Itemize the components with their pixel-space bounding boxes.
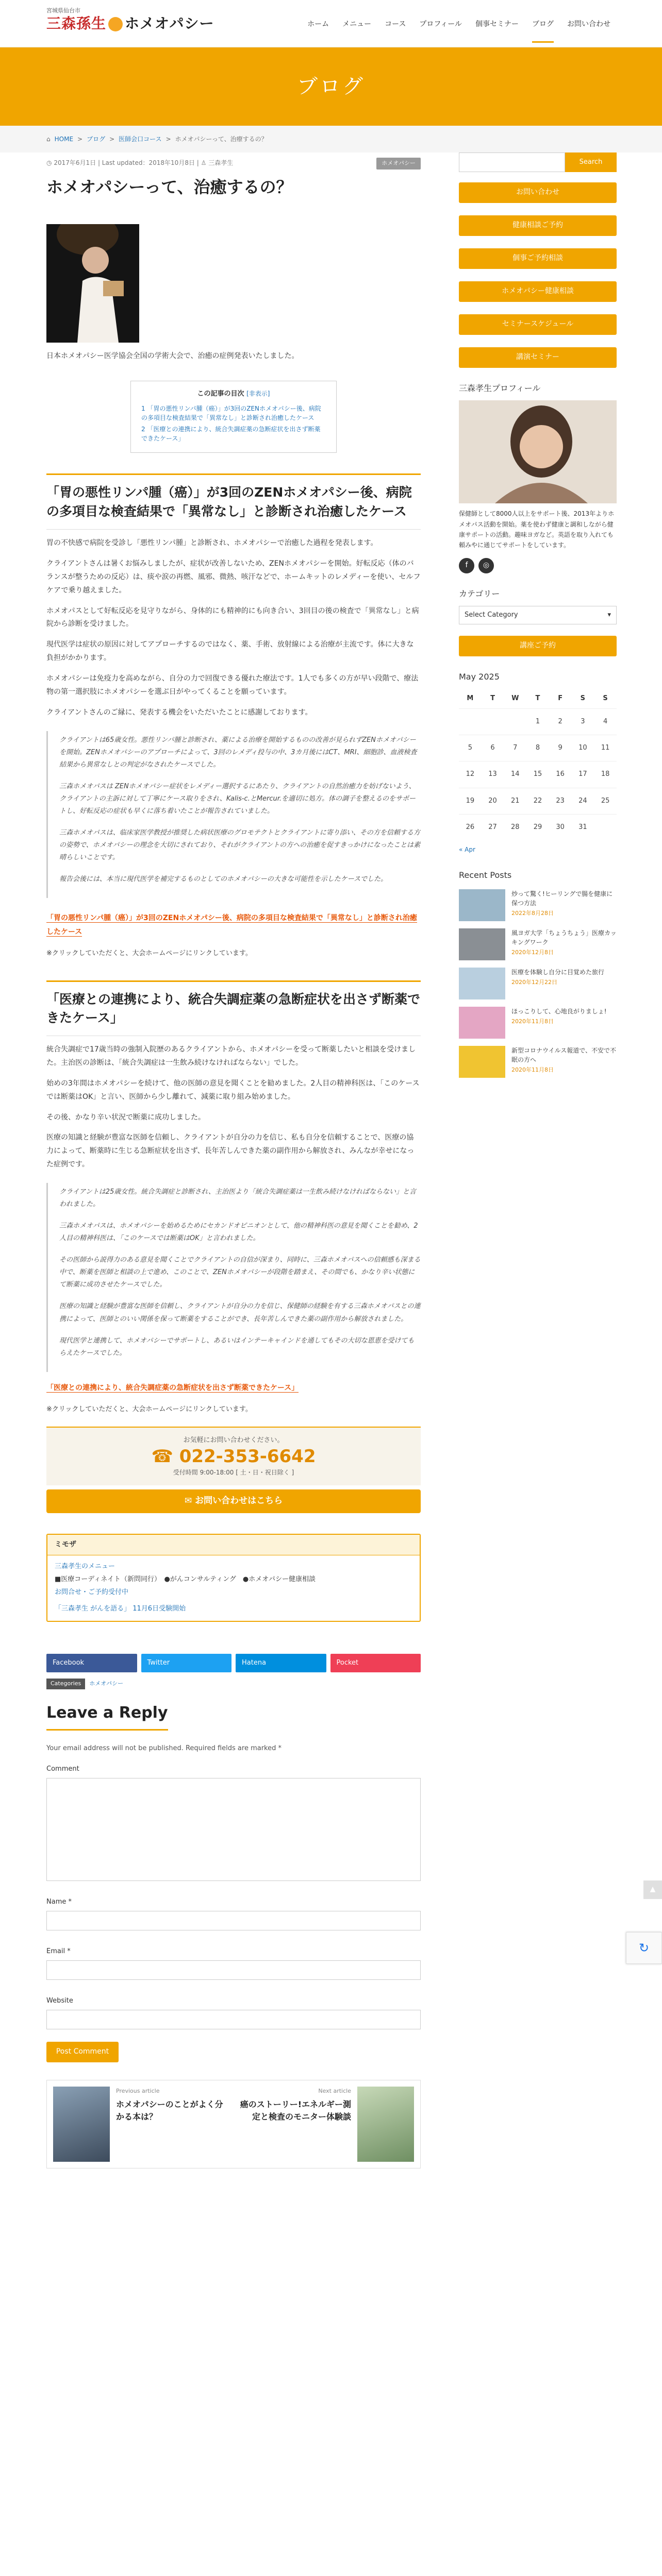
section-heading: 「胃の悪性リンパ腫（癌）」が3回のZENホメオパシー後、病院の多項目な検査結果で「異常なし」と診断され治癒したケース [46,473,421,530]
summary-title: ミモザ [47,1535,420,1556]
recent-post[interactable]: 炒って驚く!ヒーリングで腸を健康に保つ方法 2022年8月28日 [459,889,617,921]
blockquote [46,731,421,898]
sidebar-button[interactable]: ホメオパシー健康相談 [459,281,617,302]
name-label: Name * [46,1898,72,1906]
recent-post[interactable]: 医療を体験し自分に目覚めた旅行 2020年12月22日 [459,968,617,999]
email-label: Email * [46,1947,71,1956]
quote-paragraph: 三森ホメオパスは、ホメオパシーを始めるためにセカンドオピニオンとして、他の精神科医の意見を聞くことを勧め、2人目の精神科医は、「このケースでは断薬はOK」と言われました。 [59,1222,418,1243]
post-meta: ◷ 2017年6月1日 | Last updated：2018年10月8日 | ♙ 三森孝生 ホメオパシー [46,152,421,170]
prev-label: Previous article [116,2088,160,2095]
breadcrumb-current: ホメオパシーって、治療するの？ [175,135,268,143]
quote-paragraph: 三森ホメオパスは ZENホメオパシー症状をレメディー選択するにあたり、クライアントの自然治癒力を妨げないよう、クライアントの主訴に対して丁寧にケース取りをされ、Kalis-c.とMercur.を適切に処方。体の調子を整えるのをサポートし、好転反応の症状も早くに落ち着いたことが報告されていました。 [59,782,416,815]
quote-paragraph: 報告会後には、本当に現代医学を補完するものとしてのホメオパシーの大きな可能性を示したケースでした。 [59,875,388,884]
nav-contact[interactable]: お問い合わせ [567,20,610,28]
paragraph: クライアントさんは暑くお悩みしましたが、症状が改善しないため、ZENホメオパシーを開始。好転反応（体のバランスが整うための反応）は、痰や涙の再燃、風邪、微熱、咳汗などで、ホームキットのレメディーを使い、セルフケアで乗り越えました。 [46,559,421,595]
breadcrumb-category[interactable]: 医師会口コース [119,135,162,143]
next-label: Next article [318,2088,351,2095]
global-nav [307,19,610,43]
toc-item[interactable]: 2 「医療との連携により、統合失調症薬の急断症状を出さず断薬できたケース」 [141,426,321,443]
calendar-title: May 2025 [459,671,500,682]
recent-post[interactable]: 風ヨガ大学「ちょうちょう」医療カッキングワーク 2020年12月8日 [459,928,617,960]
share-pocket-button[interactable]: Pocket [330,1654,421,1672]
search-input[interactable] [459,152,565,172]
recent-thumb [459,1046,505,1078]
sidebar-button[interactable]: セミナースケジュール [459,314,617,335]
summary-line[interactable]: 三森孝生のメニュー [55,1563,115,1571]
post-navigation [46,2080,421,2168]
page-hero [0,47,662,126]
quote-paragraph: クライアントは65歳女性。悪性リンパ腫と診断され、薬による治療を開始するものの改善が見られずZENホメオパシーを開始。ZENホメオパシーのアプローチによって、3回のレメディ投与の中、3カ月後にはCT、MRI、細胞診、血液検査結果から異常なしとの判定がなされたケースでした。 [59,736,417,769]
prev-title: ホメオパシーのことがよく分かる本は？ [116,2099,223,2122]
home-icon: ⌂ [46,135,51,143]
post-author: 三森孝生 [208,159,234,166]
main-content [46,152,421,2168]
prev-article-thumb [53,2087,110,2162]
reply-title: Leave a Reply [46,1700,168,1731]
mail-icon: ✉ [184,1496,195,1506]
category-select[interactable]: Select Category ▾ [459,606,617,624]
sns-links [459,558,617,573]
toc-title: この記事の目次 [197,390,244,398]
breadcrumb: ⌂ HOME > ブログ > 医師会口コース > ホメオパシーって、治療するの？ [0,126,662,152]
logo-tagline: 宮城県仙台市 [46,7,80,14]
nav-course[interactable]: コース [385,20,406,28]
post-categories [46,1679,421,1689]
breadcrumb-home[interactable]: HOME [54,135,74,143]
sidebar-button[interactable]: お問い合わせ [459,182,617,203]
paragraph: クライアントさんのご縁に、発表する機会をいただいたことに感謝しております。 [46,708,312,717]
name-field[interactable] [46,1911,421,1930]
category-title: カテゴリー [459,588,500,599]
summary-line[interactable]: お問合せ・ご予約受付中 [55,1588,129,1596]
site-logo[interactable] [46,7,214,36]
contact-box [46,1427,421,1485]
contact-button[interactable]: ✉ お問い合わせはこちら [46,1489,421,1513]
link-note: ※クリックしていただくと、大会ホームページにリンクしています。 [46,950,252,958]
next-title: 癌のストーリー!エネルギー測定と検査のモニター体験談 [240,2099,351,2122]
breadcrumb-blog[interactable]: ブログ [87,135,106,143]
nav-blog[interactable]: ブログ [532,19,554,43]
page-top-button[interactable] [643,1880,662,1899]
quote-paragraph: 三森ホメオパスは、临床家医学教授が推奨した病状医療のグロモテクトとクライアントに寄り添い、その方を信頼する方の姿勢で、ホメオパシーの理念を大切にされており、それがクライアントの方への治癒を促すきっかけになったことは素晴らしいことです。 [59,829,421,862]
nav-seminar[interactable]: 個事セミナー [475,20,519,28]
sidebar [459,152,617,1078]
next-article[interactable] [234,2080,420,2168]
categories-label: Categories [46,1679,85,1689]
paragraph: 医療の知識と経験が豊富な医師を信頼し、クライアントが自分の力を信じ、私も自分を信頼することで、医療の協力によって、断薬時に生じる急断症状を出さず、長年苦しんできた薬の副作用から解放され、みんなが幸せになった症例です。 [46,1133,415,1169]
sidebar-button[interactable]: 健康相談ご予約 [459,215,617,236]
post-intro: 日本ホメオパシー医学協会全国の学術大会で、治癒の症例発表いたしました。 [46,352,299,361]
phone-icon: ☎ [151,1446,173,1467]
search-button[interactable]: Search [565,152,617,172]
recaptcha-icon: ↻ [638,1940,650,1955]
nav-home[interactable]: ホーム [307,20,329,28]
paragraph: 始めの3年間はホメオパシーを続けて、他の医師の意見を聞くことを勧めました。2人目の精神科医は、「このケースでは断薬はOK」と言い、医師から少し離れて、減薬に取り組み始めました。 [46,1079,420,1101]
toc-item[interactable]: 1 「胃の悪性リンパ腫（癌）」が3回のZENホメオパシー後、病院の多項目な検査結果で「異常なし」と診断され治癒したケース [141,405,321,422]
share-hatena-button[interactable]: Hatena [236,1654,326,1672]
conference-link[interactable]: 「医療との連携により、統合失調症薬の急断症状を出さず断薬できたケース」 [46,1383,299,1392]
logo-circle-icon [108,17,123,31]
profile-text: 保健師として8000人以上をサポート後、2013年よりホメオパス活動を開始。薬を使わず健康と調和しながら健康サポートの活動。趣味ヨガなど。英語を取り入れても頼みやに通じてサポートをしています。 [459,510,615,549]
author-icon: ♙ [201,159,207,166]
sidebar-button[interactable]: 講演セミナー [459,347,617,368]
reply-note: Your email address will not be published. Required fields are marked * [46,1744,282,1752]
recent-thumb [459,889,505,921]
quote-paragraph: クライアントは25歳女性。統合失調症と診断され、主治医より「統合失調症薬は一生飲み続けなければならない」と言われました。 [59,1188,417,1209]
email-field[interactable] [46,1960,421,1980]
paragraph: 現代医学は症状の原因に対してアプローチするのではなく、薬、手術、放射線による治療が主流です。体に大きな負担がかかります。 [46,640,414,663]
post-title: ホメオパシーって、治癒するの？ [46,177,293,197]
instagram-icon[interactable]: ◎ [478,558,494,573]
nav-profile[interactable]: プロフィール [419,20,462,28]
clock-icon: ◷ [46,159,52,166]
recaptcha-badge[interactable] [626,1932,662,1964]
toc-toggle[interactable]: [非表示] [246,390,270,398]
recent-thumb [459,928,505,960]
site-header [0,0,662,47]
share-buttons [46,1654,421,1672]
contact-hours: 受付時間 9:00-18:00 [ 土・日・祝日除く ] [173,1469,294,1477]
post-photo [46,224,139,343]
paragraph: ホメオパシーは免疫力を高めながら、自分の力で回復できる優れた療法です。1人でも多くの方が早い段階で、療法物の第一選択肢にホメオパシーを選ぶ日がやってくることを願っています。 [46,674,419,696]
arrow-up-icon: ▲ [650,1885,656,1894]
quote-paragraph: 医療の知識と経験が豊富な医師を信頼し、クライアントが自分の力を信じ、保健師の経験を有する三森ホメオパスとの連携によって、医師とのいい関係を保って断薬をすることができ、長年苦しんできた薬の副作用から解放されました。 [59,1302,421,1323]
summary-line[interactable]: 「三森孝生 がんを語る」 11月6日受験開始 [55,1605,186,1613]
profile-photo [459,400,617,503]
recent-post[interactable]: 新型コロナウイルス報道で、不安で不眠の方へ 2020年11月8日 [459,1046,617,1078]
sidebar-button[interactable]: 講座ご予約 [459,636,617,656]
profile-title: 三森孝生プロフィール [459,383,541,393]
comment-textarea[interactable] [46,1778,421,1881]
paragraph: ホメオパスとして好転反応を見守りながら、身体的にも精神的にも向き合い、3回目の後の検査で「異常なし」と病院から診断を受けました。 [46,606,419,629]
contact-lead: お気軽にお問い合わせください。 [183,1436,284,1445]
prev-article[interactable] [47,2080,234,2168]
sidebar-button[interactable]: 個事ご予約相談 [459,248,617,269]
section-heading: 「医療との連携により、統合失調症薬の急断症状を出さず断薬できたケース」 [46,980,421,1037]
post-updated: Last updated：2018年10月8日 [102,159,195,166]
category-link[interactable]: ホメオパシー [89,1680,124,1687]
recent-posts-title: Recent Posts [459,870,512,880]
logo-text: 三森孫生 ホメオパシー [46,15,214,32]
comment-label: Comment [46,1765,79,1773]
page-title: ブログ [297,75,365,98]
post-comment-button[interactable]: Post Comment [46,2042,119,2062]
paragraph: 統合失調症で17歳当時の強制入院歴のあるクライアントから、ホメオパシーを受って断薬したいと相談を受けました。主治医の診断は、「統合失調症は一生飲み続けなければならない」でした。 [46,1045,416,1067]
quote-paragraph: その医師から説得力のある意見を聞くことでクライアントの自信が深まり、同時に、三森ホメオパスへの信頼感も深まる中で、断薬を医師と相談の上で進め、このことで、ZENホメオパシーが段階を踏まえ、その間でも、かなり辛い状態にて断薬に成功させたケースでした。 [59,1256,421,1289]
contact-phone[interactable]: ☎ 022-353-6642 [151,1446,316,1467]
nav-menu[interactable]: メニュー [342,20,372,28]
recent-post[interactable]: ほっこりして、心地良がりましょ! 2020年11月8日 [459,1007,617,1039]
search-box [459,152,617,172]
calendar-prev-link[interactable]: « Apr [459,845,475,853]
recent-thumb [459,968,505,999]
next-article-thumb [357,2087,414,2162]
paragraph: その後、かなり辛い状況で断薬に成功しました。 [46,1113,205,1122]
table-of-contents [130,381,337,453]
menu-summary-box [46,1534,421,1622]
calendar: M T W T F S S 1 2 3 4 5 6 7 8 9 10 11 12 13 14 15 16 17 18 19 20 21 22 23 24 25 26 27 28 29 30 31 [459,689,617,840]
link-note: ※クリックしていただくと、大会ホームページにリンクしています。 [46,1405,252,1414]
facebook-icon[interactable]: f [459,558,474,573]
website-field[interactable] [46,2010,421,2029]
share-facebook-button[interactable]: Facebook [46,1654,137,1672]
conference-link[interactable]: 「胃の悪性リンパ腫（癌）」が3回のZENホメオパシー後、病院の多項目な検査結果で「異常なし」と診断され治癒したケース [46,914,417,936]
paragraph: 胃の不快感で病院を受診し「悪性リンパ腫」と診断され、ホメオパシーで治癒した過程を発表します。 [46,538,378,547]
website-label: Website [46,1997,73,2005]
blockquote [46,1183,421,1372]
category-badge[interactable]: ホメオパシー [376,158,421,170]
post-date: 2017年6月1日 [54,159,96,166]
share-twitter-button[interactable]: Twitter [141,1654,232,1672]
recent-thumb [459,1007,505,1039]
chevron-down-icon: ▾ [607,611,611,619]
summary-line: ■医療コーディネイト（新問同行） ●がんコンサルティング ●ホメオパシー健康相談 [55,1575,316,1584]
quote-paragraph: 現代医学と連携して、ホメオパシーでサポートし、あるいはインテーキャインドを通してもその大切な恩恵を受けてもらえたケースでした。 [59,1336,415,1357]
